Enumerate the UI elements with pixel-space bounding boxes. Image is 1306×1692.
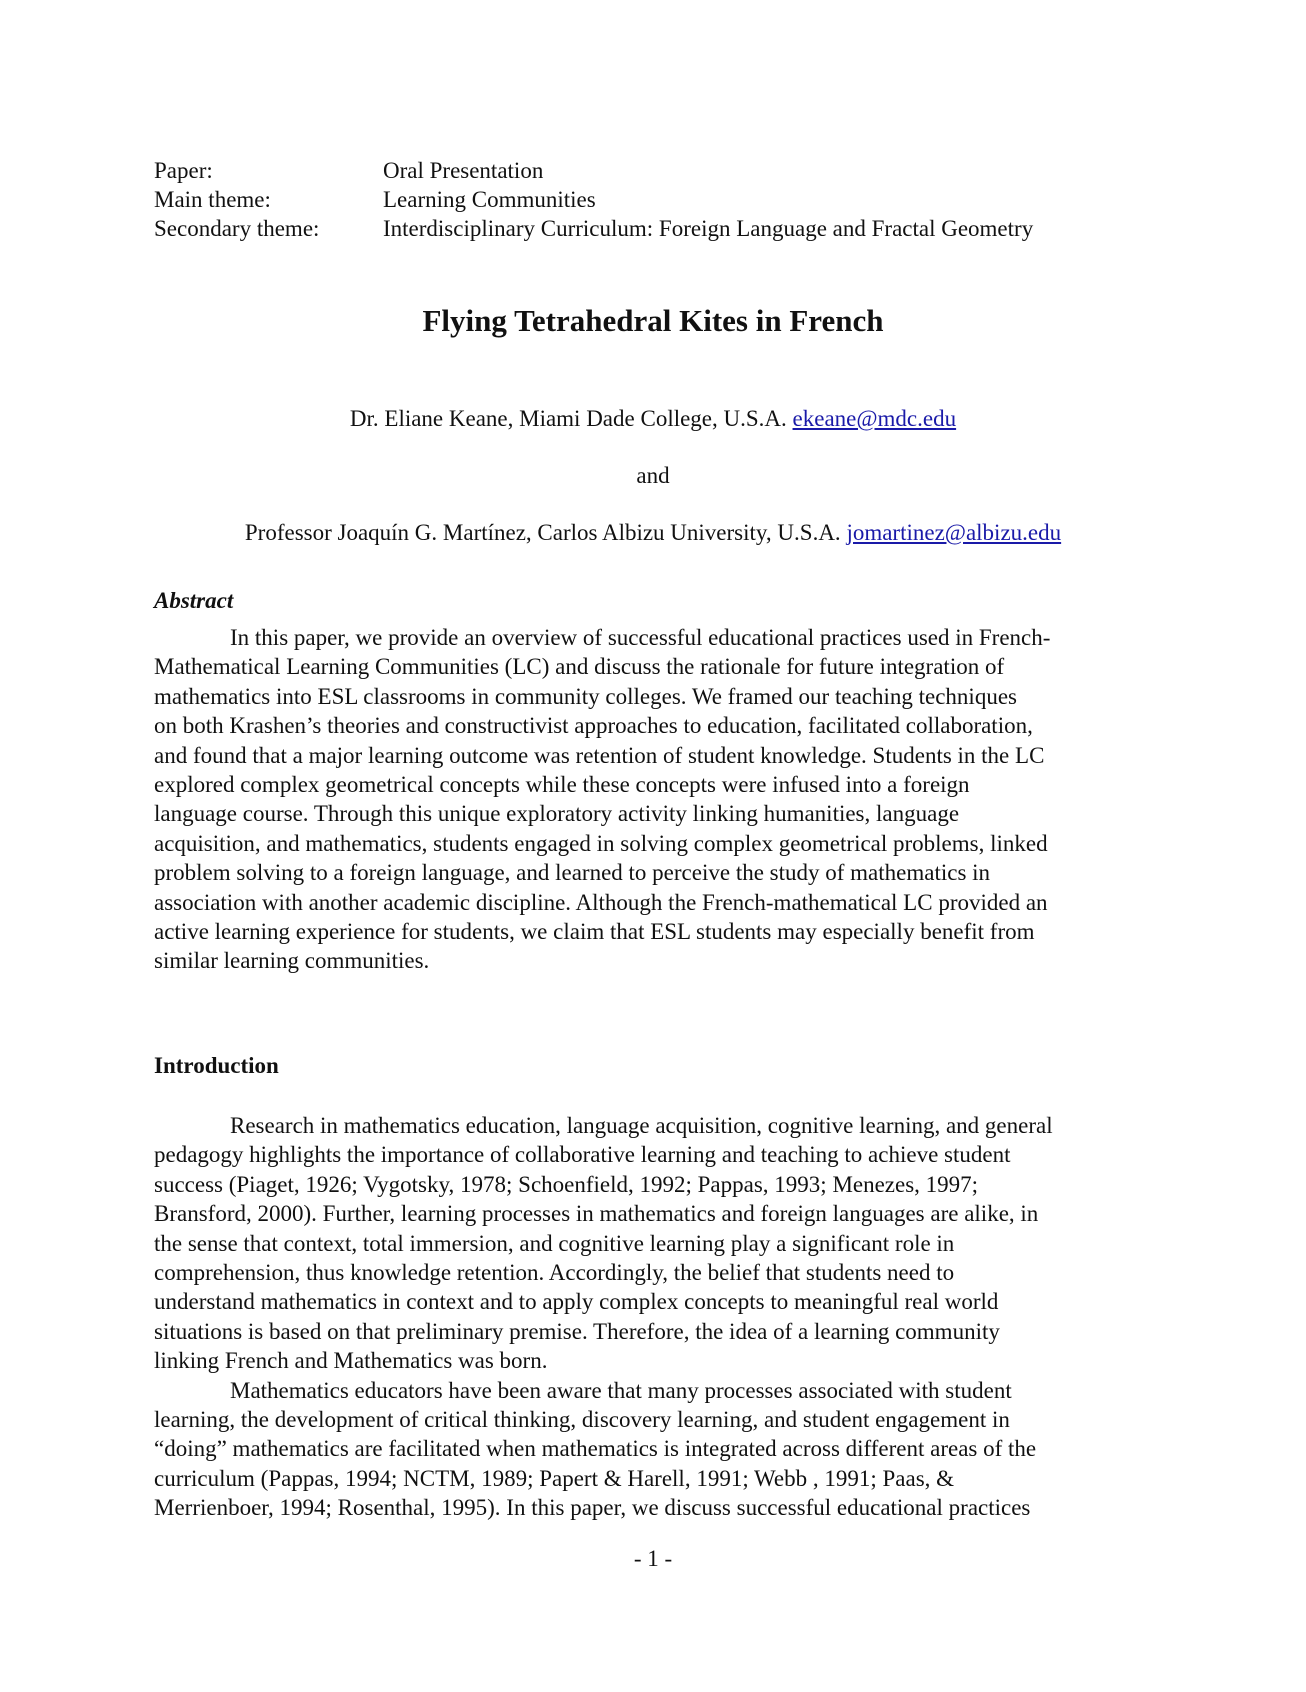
- author-2-affiliation: Professor Joaquín G. Martínez, Carlos Albizu University, U.S.A.: [244, 520, 847, 545]
- page-number: - 1 -: [633, 1546, 673, 1571]
- paragraph-line: problem solving to a foreign language, and learned to perceive the study of mathematics in: [154, 860, 991, 886]
- paper-metadata: [154, 156, 1033, 243]
- author-1-email-link[interactable]: ekeane@mdc.edu: [792, 406, 957, 431]
- paragraph-line: understand mathematics in context and to apply complex concepts to meaningful real world: [154, 1289, 999, 1315]
- paragraph-line: linking French and Mathematics was born.: [154, 1348, 548, 1374]
- paragraph-line: pedagogy highlights the importance of collaborative learning and teaching to achieve student: [154, 1142, 1011, 1168]
- paragraph-line: acquisition, and mathematics, students engaged in solving complex geometrical problems, linked: [154, 830, 1048, 856]
- paragraph-line: learning, the development of critical thinking, discovery learning, and student engagement in: [154, 1406, 1010, 1432]
- paragraph-line: similar learning communities.: [154, 948, 430, 974]
- author-conjunction: and: [636, 463, 670, 488]
- paragraph-line: Mathematical Learning Communities (LC) and discuss the rationale for future integration of: [154, 654, 1005, 680]
- author-line-1: [0, 404, 1306, 433]
- paragraph-line: mathematics into ESL classrooms in community colleges. We framed our teaching techniques: [154, 683, 1017, 709]
- paragraph-line: language course. Through this unique exploratory activity linking humanities, language: [154, 801, 960, 827]
- meta-row-secondary-theme: [154, 214, 1033, 243]
- meta-row-paper: [154, 156, 1033, 185]
- paragraph-line: on both Krashen’s theories and constructivist approaches to education, facilitated collaboration,: [154, 713, 1033, 739]
- introduction-paragraphs: [154, 1111, 1154, 1522]
- paragraph-line: the sense that context, total immersion, and cognitive learning play a significant role in: [154, 1230, 955, 1256]
- meta-label: Secondary theme:: [154, 216, 320, 241]
- meta-label: Main theme:: [154, 187, 271, 212]
- meta-value: Oral Presentation: [383, 158, 544, 183]
- paragraph-line: Research in mathematics education, language acquisition, cognitive learning, and general: [230, 1113, 1053, 1138]
- abstract-paragraph: [154, 623, 1154, 976]
- paragraph-line: explored complex geometrical concepts while these concepts were infused into a foreign: [154, 771, 970, 797]
- paragraph-line: situations is based on that preliminary premise. Therefore, the idea of a learning community: [154, 1318, 1000, 1344]
- paragraph-line: curriculum (Pappas, 1994; NCTM, 1989; Papert & Harell, 1991; Webb , 1991; Paas, &: [154, 1465, 955, 1491]
- meta-value: Interdisciplinary Curriculum: Foreign Language and Fractal Geometry: [383, 216, 1034, 241]
- abstract-heading: Abstract: [154, 588, 234, 613]
- paragraph-line: comprehension, thus knowledge retention. Accordingly, the belief that students need to: [154, 1259, 955, 1285]
- author-line-2: [0, 518, 1306, 547]
- paragraph-line: association with another academic discipline. Although the French-mathematical LC provided an: [154, 889, 1048, 915]
- paragraph-line: success (Piaget, 1926; Vygotsky, 1978; Schoenfield, 1992; Pappas, 1993; Menezes, 1997;: [154, 1171, 979, 1197]
- paragraph-line: Merrienboer, 1994; Rosenthal, 1995). In this paper, we discuss successful educational practices: [154, 1495, 1031, 1521]
- paragraph-line: active learning experience for students, we claim that ESL students may especially benefit from: [154, 918, 1035, 944]
- paragraph-line: Mathematics educators have been aware that many processes associated with student: [230, 1377, 1012, 1403]
- paragraph-line: “doing” mathematics are facilitated when mathematics is integrated across different areas of the: [154, 1436, 1037, 1462]
- author-2-email-link[interactable]: jomartinez@albizu.edu: [846, 520, 1062, 545]
- paragraph-line: Bransford, 2000). Further, learning processes in mathematics and foreign languages are alike, in: [154, 1201, 1039, 1227]
- introduction-heading: Introduction: [154, 1053, 279, 1078]
- meta-label: Paper:: [154, 158, 213, 183]
- meta-value: Learning Communities: [383, 187, 596, 212]
- author-1-affiliation: Dr. Eliane Keane, Miami Dade College, U.S.A.: [349, 406, 793, 431]
- meta-row-main-theme: [154, 185, 1033, 214]
- paper-title: Flying Tetrahedral Kites in French: [422, 303, 884, 338]
- paragraph-line: In this paper, we provide an overview of successful educational practices used in French-: [230, 625, 1051, 650]
- paragraph-line: and found that a major learning outcome was retention of student knowledge. Students in the LC: [154, 742, 1045, 768]
